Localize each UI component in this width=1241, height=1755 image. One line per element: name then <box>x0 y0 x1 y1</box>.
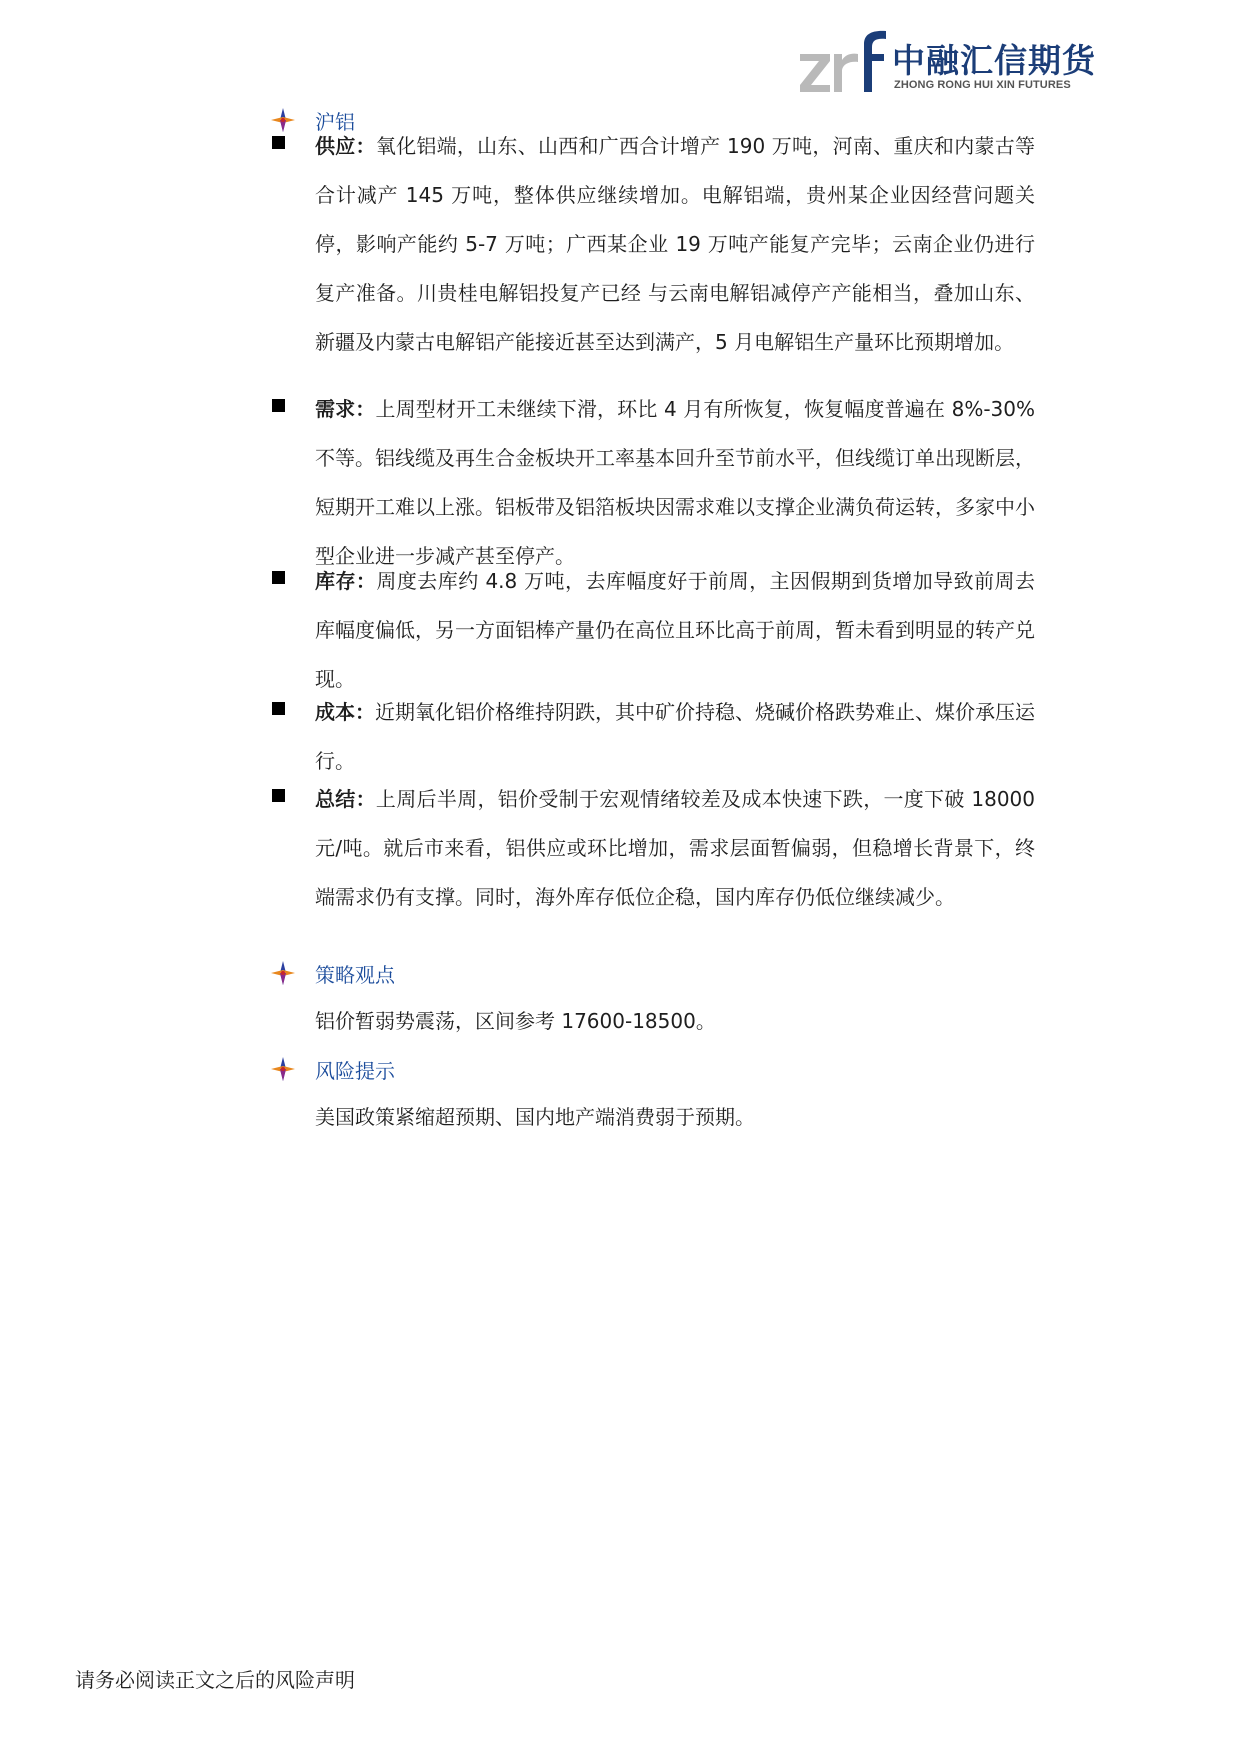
bullet-label: 库存： <box>315 569 377 593</box>
bullet-body: 氧化铝端，山东、山西和广西合计增产 190 万吨，河南、重庆和内蒙古等合计减产 145 万吨，整体供应继续增加。电解铝端，贵州某企业因经营问题关停，影响产能约 5-7 万吨；广西某企业 19 万吨产能复产完毕；云南企业仍进行复产准备。川贵桂电解铝投复产已经 与云南电解铝减停产产能相当，叠加山东、新疆及内蒙古电解铝产能接近甚至达到满产，5 月电解铝生产量环比预期增加。 <box>315 134 1036 354</box>
risk-disclaimer-note: 请务必阅读正文之后的风险声明 <box>75 1668 355 1692</box>
logo-chinese-name: 中融汇信期货 <box>892 41 1096 80</box>
bullet-body: 近期氧化铝价格维持阴跌，其中矿价持稳、烧碱价格跌势难止、煤价承压运行。 <box>315 700 1035 773</box>
strategy-text: 铝价暂弱势震荡，区间参考 17600-18500。 <box>315 1009 716 1033</box>
bullet-item-inventory <box>270 557 1035 704</box>
square-bullet-icon <box>272 702 285 715</box>
bullet-item-cost <box>270 688 1035 786</box>
zrf-logo-mark-icon <box>800 30 892 94</box>
bullet-item-demand <box>270 385 1035 581</box>
bullet-paragraph <box>315 122 1035 367</box>
bullet-body: 上周型材开工未继续下滑，环比 4 月有所恢复，恢复幅度普遍在 8%-30%不等。铝线缆及再生合金板块开工率基本回升至节前水平，但线缆订单出现断层，短期开工难以上涨。铝板带及铝箔板块因需求难以支撑企业满负荷运转，多家中小型企业进一步减产甚至停产。 <box>315 397 1035 568</box>
risk-text: 美国政策紧缩超预期、国内地产端消费弱于预期。 <box>315 1105 755 1129</box>
logo-english-name: ZHONG RONG HUI XIN FUTURES <box>894 79 1071 91</box>
section-heading-strategy <box>270 955 395 991</box>
bullet-body: 周度去库约 4.8 万吨，去库幅度好于前周，主因假期到货增加导致前周去库幅度偏低，另一方面铝棒产量仍在高位且环比高于前周，暂未看到明显的转产兑现。 <box>315 569 1035 691</box>
diamond-bullet-icon <box>270 1056 296 1082</box>
section-title: 策略观点 <box>315 962 395 987</box>
bullet-paragraph <box>315 385 1035 581</box>
square-bullet-icon <box>272 789 285 802</box>
bullet-label: 需求： <box>315 397 376 421</box>
bullet-label: 成本： <box>315 700 375 724</box>
bullet-body: 上周后半周，铝价受制于宏观情绪较差及成本快速下跌，一度下破 18000 元/吨。就后市来看，铝供应或环比增加，需求层面暂偏弱，但稳增长背景下，终端需求仍有支撑。同时，海外库存低位企稳，国内库存仍低位继续减少。 <box>315 787 1036 909</box>
section-heading-risk <box>270 1051 395 1087</box>
section-title: 风险提示 <box>315 1058 395 1083</box>
bullet-paragraph <box>315 775 1035 922</box>
diamond-bullet-icon <box>270 960 296 986</box>
bullet-item-summary <box>270 775 1035 922</box>
bullet-paragraph <box>315 557 1035 704</box>
square-bullet-icon <box>272 399 285 412</box>
company-logo <box>800 30 1096 94</box>
bullet-paragraph <box>315 688 1035 786</box>
bullet-label: 供应： <box>315 134 376 158</box>
section-title: 沪铝 <box>315 109 355 134</box>
bullet-label: 总结： <box>315 787 376 811</box>
square-bullet-icon <box>272 136 285 149</box>
square-bullet-icon <box>272 571 285 584</box>
bullet-item-supply <box>270 122 1035 367</box>
